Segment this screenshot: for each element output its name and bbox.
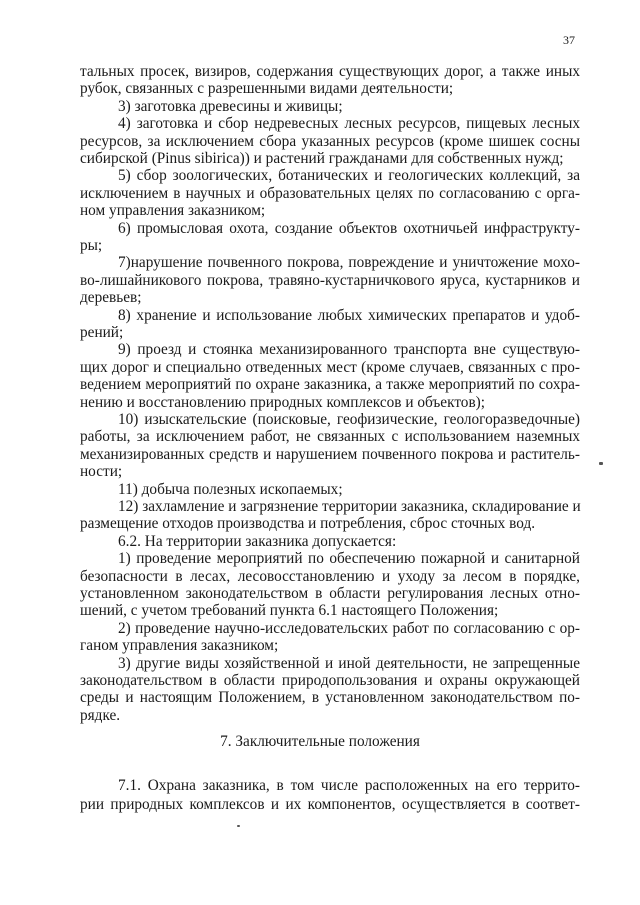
text-line: 3) другие виды хозяйственной и иной деятельности, не запрещенные: [118, 655, 580, 672]
text-line: 7.1. Охрана заказника, в том числе расположенных на его террито-: [118, 777, 580, 794]
text-line: 4) заготовка и сбор недревесных лесных ресурсов, пищевых лесных: [118, 115, 580, 132]
text-line: деревьев;: [80, 289, 142, 306]
text-line: 7)нарушение почвенного покрова, повреждение и уничтожение мохо-: [118, 254, 580, 271]
scan-speck: [237, 825, 240, 827]
text-line: 6) промысловая охота, создание объектов охотничьей инфраструкту-: [118, 220, 580, 237]
text-line: рядке.: [80, 707, 121, 724]
text-line: 1) проведение мероприятий по обеспечению пожарной и санитарной: [118, 550, 580, 567]
text-line: законодательством в области природопользования и охраны окружающей: [80, 672, 580, 689]
text-line: 8) хранение и использование любых химических препаратов и удоб-: [118, 307, 580, 324]
text-line: щих дорог и специально отведенных мест (кроме случаев, связанных с про-: [80, 359, 580, 376]
text-line: ном управления заказником;: [80, 202, 266, 219]
text-line: 5) сбор зоологических, ботанических и геологических коллекций, за: [118, 167, 580, 184]
text-line: работы, за исключением работ, не связанных с использованием наземных: [80, 428, 580, 445]
text-line: ры;: [80, 237, 103, 254]
text-line: 9) проезд и стоянка механизированного транспорта вне существую-: [118, 341, 580, 358]
text-line: ности;: [80, 463, 123, 480]
text-line: ганом управления заказником;: [80, 637, 279, 654]
text-line: размещение отходов производства и потребления, сброс сточных вод.: [80, 515, 536, 532]
text-line: исключением в научных и образовательных целях по согласованию с орга-: [80, 185, 580, 202]
text-line: 12) захламление и загрязнение территории заказника, складирование и: [118, 498, 581, 515]
text-line: 3) заготовка древесины и живицы;: [118, 98, 343, 115]
text-line: шений, с учетом требований пункта 6.1 настоящего Положения;: [80, 602, 499, 619]
text-line: нению и восстановлению природных комплексов и объектов);: [80, 394, 486, 411]
text-line: установленном законодательством в области регулирования лесных отно-: [80, 585, 580, 602]
text-line: сибирской (Pinus sibirica)) и растений гражданами для собственных нужд;: [80, 150, 564, 167]
text-line: 6.2. На территории заказника допускается:: [118, 533, 397, 550]
text-line: во-лишайникового покрова, травяно-кустарничкового яруса, кустарников и: [80, 272, 580, 289]
text-line: ведением мероприятий по охране заказника, а также мероприятий по сохра-: [80, 376, 580, 393]
page-number: 37: [563, 33, 575, 47]
text-line: рубок, связанных с разрешенными видами деятельности;: [80, 80, 454, 97]
text-line: 11) добыча полезных ископаемых;: [118, 481, 343, 498]
scan-speck: [599, 462, 603, 465]
text-line: 2) проведение научно-исследовательских работ по согласованию с ор-: [118, 620, 580, 637]
section-heading: 7. Заключительные положения: [220, 733, 420, 750]
text-line: среды и настоящим Положением, в установленном законодательством по-: [80, 689, 580, 706]
text-line: механизированных средств и нарушением почвенного покрова и раститель-: [80, 446, 580, 463]
text-line: 10) изыскательские (поисковые, геофизические, геологоразведочные): [118, 411, 580, 428]
text-line: тальных просек, визиров, содержания существующих дорог, а также иных: [80, 63, 580, 80]
text-line: ресурсов, за исключением сбора указанных ресурсов (кроме шишек сосны: [80, 133, 580, 150]
text-line: рии природных комплексов и их компонентов, осуществляется в соответ-: [80, 796, 580, 813]
text-line: рений;: [80, 324, 124, 341]
text-line: безопасности в лесах, лесовосстановлению и уходу за лесом в порядке,: [80, 568, 580, 585]
